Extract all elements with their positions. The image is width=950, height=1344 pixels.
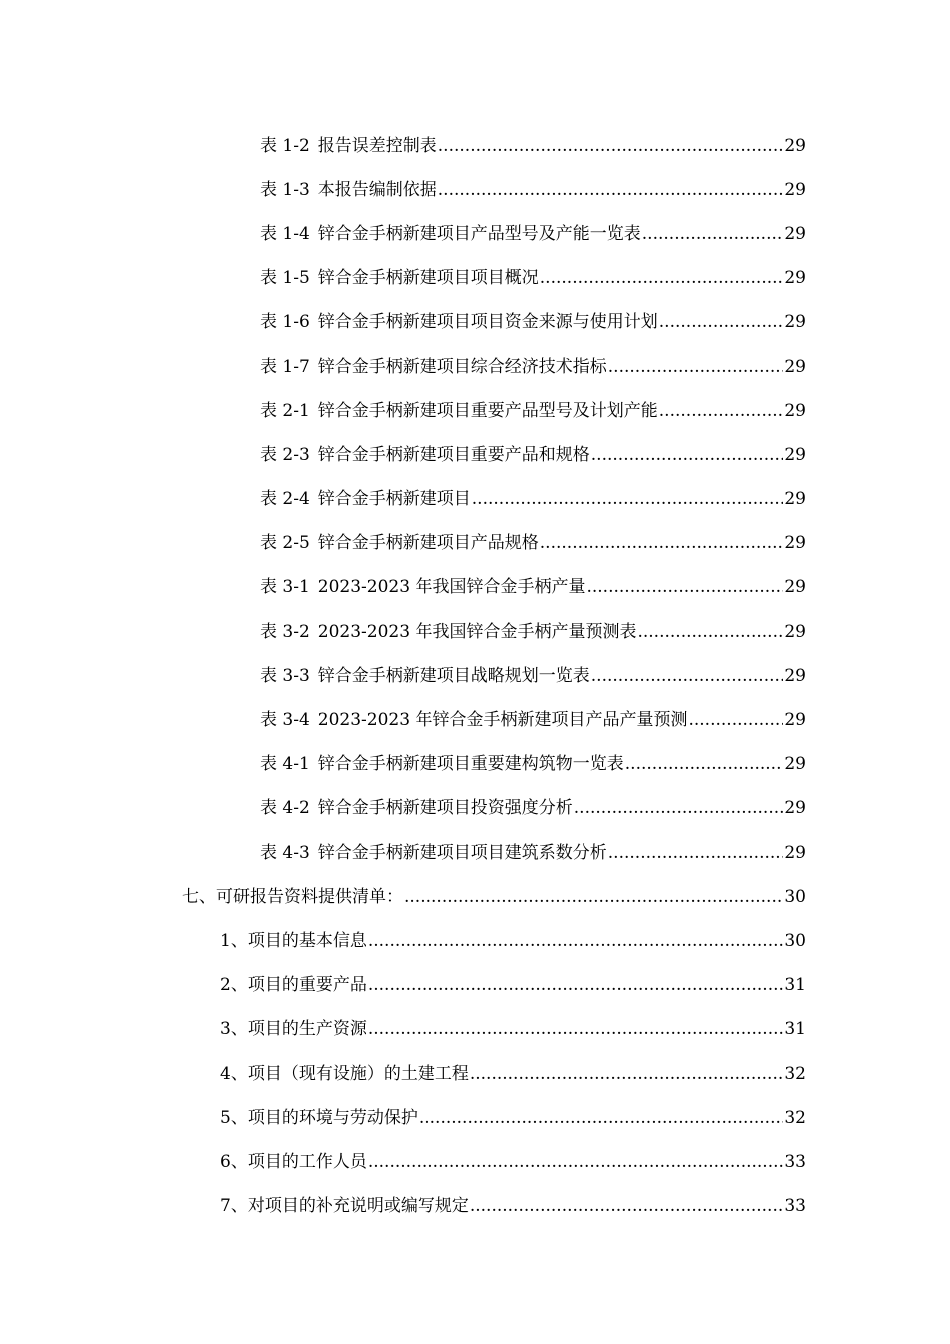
- toc-entry-title: 七、可研报告资料提供清单：: [182, 886, 403, 907]
- toc-entry-page: 29: [784, 577, 806, 598]
- toc-entry-page: 29: [784, 842, 806, 863]
- toc-entry-item-2[interactable]: [0, 961, 950, 1005]
- toc-entry-number: 表 2-5: [260, 533, 310, 554]
- toc-entry-title: 5、项目的环境与劳动保护: [220, 1107, 418, 1128]
- toc-dot-leader: [591, 445, 784, 465]
- toc-entry-table-1-6[interactable]: [0, 298, 950, 342]
- toc-dot-leader: [368, 931, 784, 951]
- toc-dot-leader: [608, 843, 784, 863]
- table-of-contents: [0, 121, 950, 1226]
- toc-entry-page: 29: [784, 533, 806, 554]
- toc-entry-title: 锌合金手柄新建项目项目概况: [317, 268, 539, 289]
- toc-entry-title: 1、项目的基本信息: [220, 930, 367, 951]
- toc-entry-title: 6、项目的工作人员: [220, 1151, 367, 1172]
- toc-entry-page: 29: [784, 710, 806, 731]
- toc-entry-table-3-2[interactable]: [0, 607, 950, 651]
- toc-dot-leader: [574, 798, 784, 818]
- toc-entry-number: 表 3-2: [260, 621, 310, 642]
- toc-dot-leader: [419, 1108, 784, 1128]
- toc-entry-title: 锌合金手柄新建项目重要产品和规格: [317, 444, 590, 465]
- toc-entry-page: 29: [784, 400, 806, 421]
- toc-entry-page: 32: [784, 1063, 806, 1084]
- toc-entry-title: 3、项目的生产资源: [220, 1019, 367, 1040]
- toc-entry-page: 29: [784, 444, 806, 465]
- toc-entry-title: 锌合金手柄新建项目投资强度分析: [317, 798, 573, 819]
- toc-entry-number: 表 3-3: [260, 665, 310, 686]
- toc-entry-item-1[interactable]: [0, 916, 950, 960]
- toc-dot-leader: [438, 136, 784, 156]
- toc-entry-number: 表 4-1: [260, 754, 310, 775]
- toc-entry-title: 锌合金手柄新建项目产品规格: [317, 533, 539, 554]
- toc-entry-number: 表 1-7: [260, 356, 310, 377]
- toc-entry-title: 报告误差控制表: [317, 135, 437, 156]
- toc-entry-table-2-5[interactable]: [0, 519, 950, 563]
- toc-entry-page: 29: [784, 356, 806, 377]
- toc-entry-title: 锌合金手柄新建项目产品型号及产能一览表: [317, 223, 641, 244]
- toc-entry-page: 29: [784, 312, 806, 333]
- toc-entry-title: 锌合金手柄新建项目重要产品型号及计划产能: [317, 400, 658, 421]
- toc-dot-leader: [642, 224, 784, 244]
- toc-entry-table-1-4[interactable]: [0, 209, 950, 253]
- toc-entry-page: 29: [784, 135, 806, 156]
- toc-dot-leader: [637, 622, 783, 642]
- toc-dot-leader: [470, 1064, 784, 1084]
- toc-dot-leader: [625, 754, 784, 774]
- toc-entry-title: 本报告编制依据: [317, 179, 437, 200]
- toc-dot-leader: [404, 887, 783, 907]
- toc-entry-page: 29: [784, 268, 806, 289]
- toc-entry-page: 32: [784, 1107, 806, 1128]
- toc-entry-number: 表 4-2: [260, 798, 310, 819]
- toc-entry-table-1-2[interactable]: [0, 121, 950, 165]
- toc-entry-table-1-5[interactable]: [0, 254, 950, 298]
- toc-entry-item-7[interactable]: [0, 1182, 950, 1226]
- toc-entry-table-4-2[interactable]: [0, 784, 950, 828]
- toc-dot-leader: [472, 489, 784, 509]
- toc-entry-title: 2023-2023 年我国锌合金手柄产量: [317, 577, 586, 598]
- toc-entry-table-1-3[interactable]: [0, 165, 950, 209]
- toc-entry-number: 表 1-3: [260, 179, 310, 200]
- toc-entry-page: 29: [784, 489, 806, 510]
- toc-entry-number: 表 1-5: [260, 268, 310, 289]
- toc-dot-leader: [586, 577, 783, 597]
- toc-entry-item-4[interactable]: [0, 1049, 950, 1093]
- toc-entry-table-4-3[interactable]: [0, 828, 950, 872]
- toc-entry-page: 29: [784, 179, 806, 200]
- toc-entry-page: 29: [784, 223, 806, 244]
- toc-entry-number: 表 4-3: [260, 842, 310, 863]
- toc-dot-leader: [688, 710, 783, 730]
- toc-entry-item-5[interactable]: [0, 1093, 950, 1137]
- toc-entry-section-7[interactable]: [0, 872, 950, 916]
- toc-entry-page: 29: [784, 798, 806, 819]
- toc-entry-title: 4、项目（现有设施）的土建工程: [220, 1063, 469, 1084]
- toc-dot-leader: [659, 312, 784, 332]
- toc-entry-number: 表 2-3: [260, 444, 310, 465]
- toc-entry-title: 锌合金手柄新建项目项目建筑系数分析: [317, 842, 607, 863]
- toc-dot-leader: [368, 975, 784, 995]
- toc-entry-page: 29: [784, 754, 806, 775]
- toc-entry-table-3-3[interactable]: [0, 651, 950, 695]
- toc-entry-table-2-3[interactable]: [0, 430, 950, 474]
- toc-entry-number: 表 3-4: [260, 710, 310, 731]
- toc-entry-title: 锌合金手柄新建项目项目资金来源与使用计划: [317, 312, 658, 333]
- toc-entry-title: 2023-2023 年我国锌合金手柄产量预测表: [317, 621, 637, 642]
- toc-entry-table-1-7[interactable]: [0, 342, 950, 386]
- toc-entry-page: 29: [784, 621, 806, 642]
- toc-entry-number: 表 3-1: [260, 577, 310, 598]
- toc-dot-leader: [608, 357, 784, 377]
- toc-entry-page: 30: [784, 930, 806, 951]
- toc-entry-title: 7、对项目的补充说明或编写规定: [220, 1196, 469, 1217]
- toc-dot-leader: [540, 533, 784, 553]
- toc-dot-leader: [438, 180, 784, 200]
- toc-entry-item-3[interactable]: [0, 1005, 950, 1049]
- toc-entry-page: 31: [784, 1019, 806, 1040]
- toc-entry-title: 2023-2023 年锌合金手柄新建项目产品产量预测: [317, 710, 688, 731]
- toc-entry-table-3-1[interactable]: [0, 563, 950, 607]
- toc-dot-leader: [470, 1196, 784, 1216]
- toc-entry-page: 30: [784, 886, 806, 907]
- toc-entry-page: 33: [784, 1151, 806, 1172]
- toc-entry-table-2-1[interactable]: [0, 386, 950, 430]
- toc-entry-number: 表 2-4: [260, 489, 310, 510]
- toc-dot-leader: [540, 268, 784, 288]
- toc-entry-page: 33: [784, 1196, 806, 1217]
- toc-entry-number: 表 1-2: [260, 135, 310, 156]
- toc-entry-item-6[interactable]: [0, 1137, 950, 1181]
- toc-entry-table-4-1[interactable]: [0, 740, 950, 784]
- toc-dot-leader: [368, 1152, 784, 1172]
- toc-entry-title: 锌合金手柄新建项目综合经济技术指标: [317, 356, 607, 377]
- toc-entry-title: 锌合金手柄新建项目: [317, 489, 471, 510]
- toc-entry-number: 表 2-1: [260, 400, 310, 421]
- toc-entry-title: 2、项目的重要产品: [220, 975, 367, 996]
- toc-entry-title: 锌合金手柄新建项目战略规划一览表: [317, 665, 590, 686]
- toc-entry-table-3-4[interactable]: [0, 695, 950, 739]
- toc-entry-number: 表 1-4: [260, 223, 310, 244]
- toc-entry-page: 29: [784, 665, 806, 686]
- toc-dot-leader: [591, 666, 784, 686]
- toc-dot-leader: [368, 1019, 784, 1039]
- toc-entry-table-2-4[interactable]: [0, 475, 950, 519]
- toc-entry-title: 锌合金手柄新建项目重要建构筑物一览表: [317, 754, 624, 775]
- toc-dot-leader: [659, 401, 784, 421]
- toc-entry-page: 31: [784, 975, 806, 996]
- toc-entry-number: 表 1-6: [260, 312, 310, 333]
